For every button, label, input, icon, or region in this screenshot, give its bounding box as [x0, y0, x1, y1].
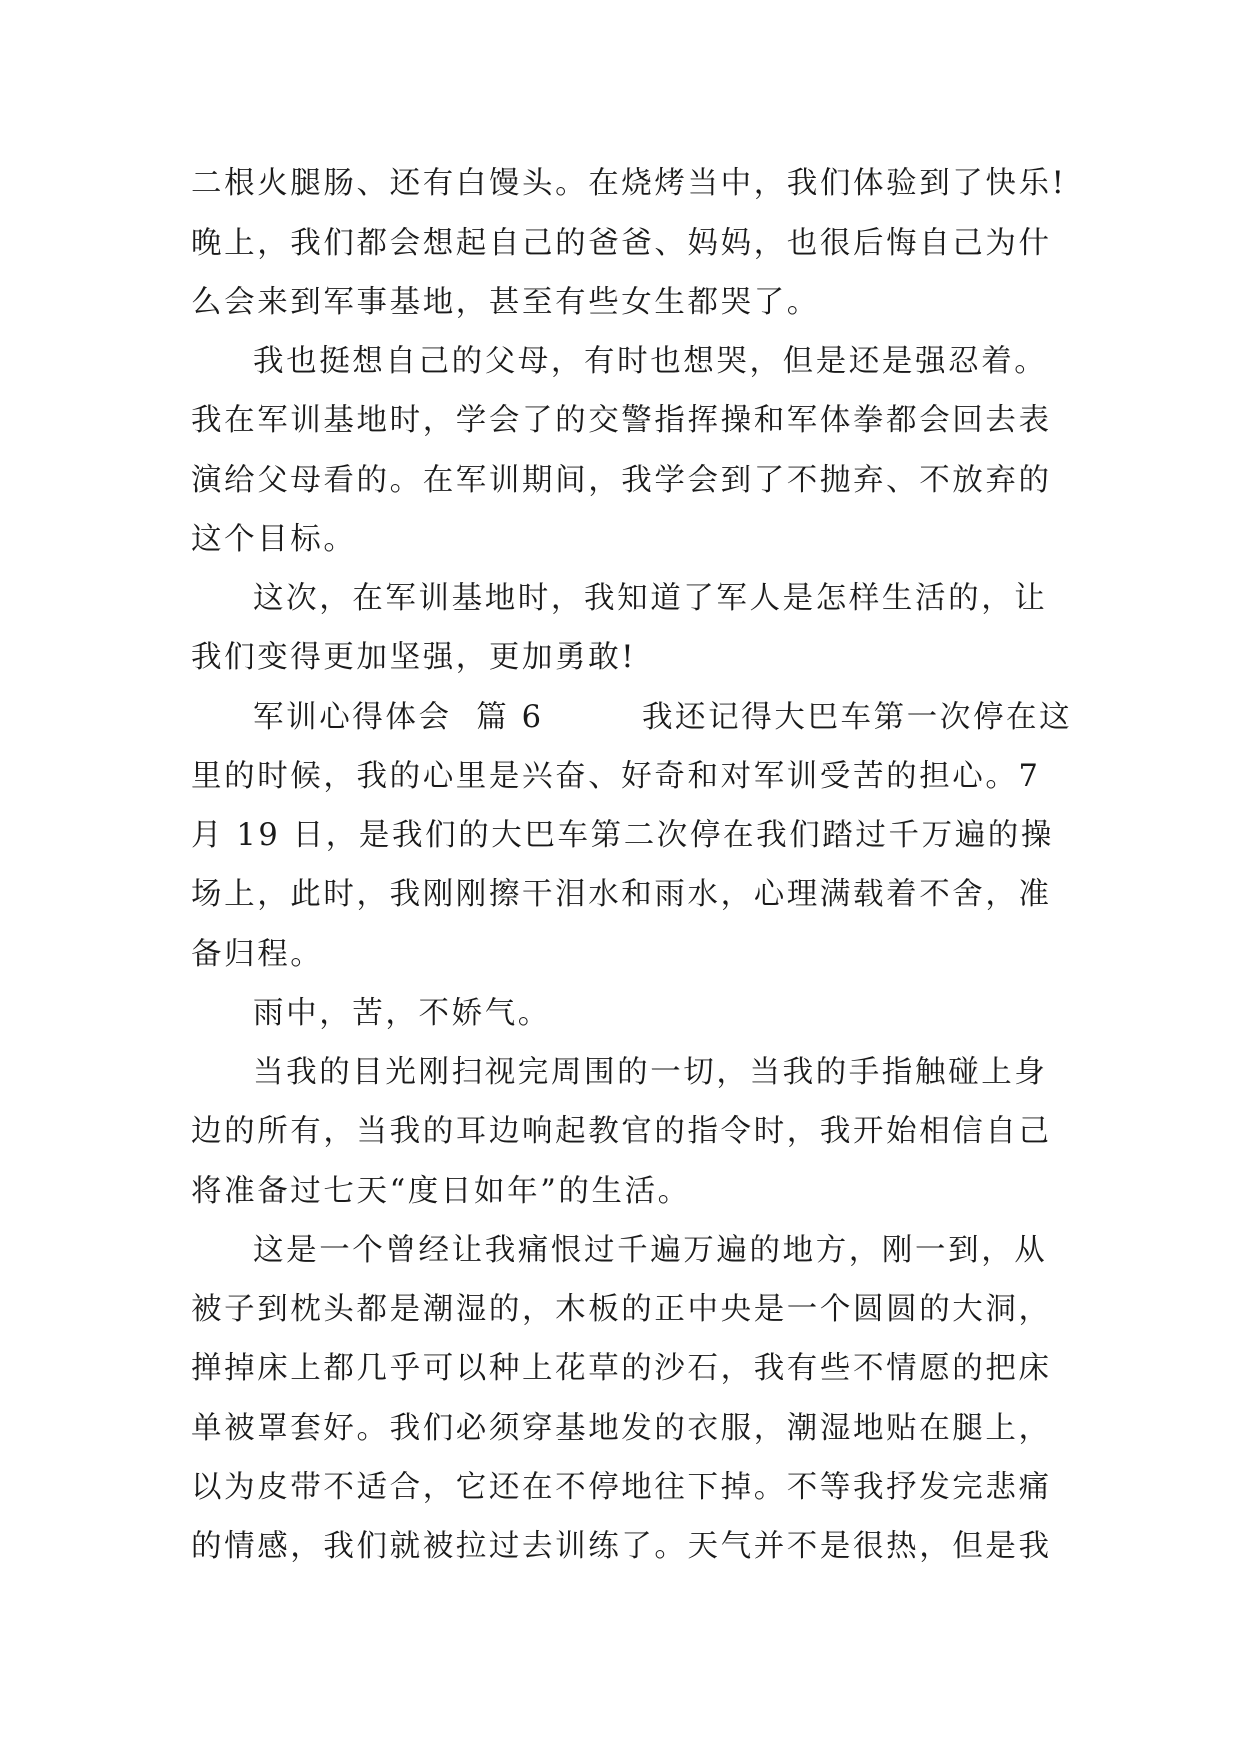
text-line: 月 19 日，是我们的大巴车第二次停在我们踏过千万遍的操	[191, 818, 1054, 853]
section-heading-line: 军训心得体会 篇 6 我还记得大巴车第一次停在这	[253, 700, 1073, 735]
text-line: 晚上，我们都会想起自己的爸爸、妈妈，也很后悔自己为什	[191, 226, 1052, 261]
text-line: 边的所有，当我的耳边响起教官的指令时，我开始相信自己	[191, 1114, 1052, 1149]
text-line: 被子到枕头都是潮湿的，木板的正中央是一个圆圆的大洞，	[191, 1292, 1052, 1327]
paragraph-first-line: 我也挺想自己的父母，有时也想哭，但是还是强忍着。	[253, 344, 1048, 379]
text-line: 我们变得更加坚强，更加勇敢!	[191, 640, 637, 675]
paragraph-first-line: 当我的目光刚扫视完周围的一切，当我的手指触碰上身	[253, 1055, 1048, 1090]
paragraph-first-line: 这次，在军训基地时，我知道了军人是怎样生活的，让	[253, 581, 1048, 616]
text-line: 备归程。	[191, 937, 324, 972]
text-line: 的情感，我们就被拉过去训练了。天气并不是很热，但是我	[191, 1529, 1052, 1564]
text-line: 里的时候，我的心里是兴奋、好奇和对军训受苦的担心。7	[191, 759, 1041, 794]
text-line: 单被罩套好。我们必须穿基地发的衣服，潮湿地贴在腿上，	[191, 1411, 1052, 1446]
text-line: 演给父母看的。在军训期间，我学会到了不抛弃、不放弃的	[191, 463, 1052, 498]
text-line: 将准备过七天“度日如年”的生活。	[191, 1174, 691, 1209]
text-line: 掸掉床上都几乎可以种上花草的沙石，我有些不情愿的把床	[191, 1351, 1052, 1386]
paragraph-first-line: 这是一个曾经让我痛恨过千遍万遍的地方，刚一到，从	[253, 1233, 1048, 1268]
text-line: 二根火腿肠、还有白馒头。在烧烤当中，我们体验到了快乐!	[191, 166, 1067, 201]
text-line: 场上，此时，我刚刚擦干泪水和雨水，心理满载着不舍，准	[191, 877, 1052, 912]
text-line: 这个目标。	[191, 522, 357, 557]
text-line: 以为皮带不适合，它还在不停地往下掉。不等我抒发完悲痛	[191, 1470, 1052, 1505]
paragraph-first-line: 雨中，苦，不娇气。	[253, 996, 551, 1031]
text-line: 么会来到军事基地，甚至有些女生都哭了。	[191, 285, 820, 320]
text-line: 我在军训基地时，学会了的交警指挥操和军体拳都会回去表	[191, 403, 1052, 438]
